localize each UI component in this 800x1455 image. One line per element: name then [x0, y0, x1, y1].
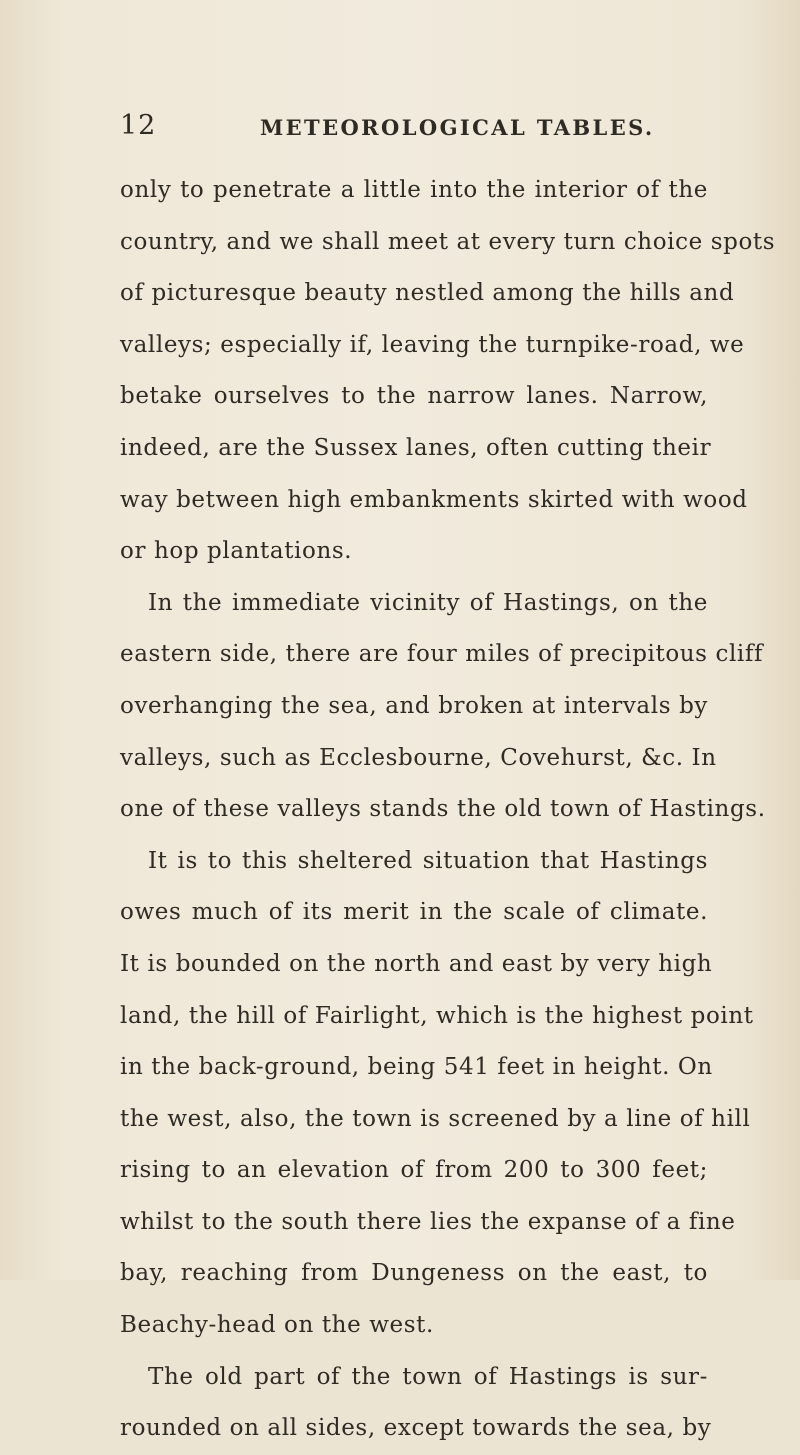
text-line: whilst to the south there lies the expanse of a fine [120, 1208, 736, 1235]
text-line: It is to this sheltered situation that Hastings [148, 847, 708, 874]
text-line: valleys, such as Ecclesbourne, Covehurst, &c. In [120, 744, 717, 771]
body-text [120, 165, 776, 1455]
text-line: only to penetrate a little into the interior of the [120, 177, 708, 203]
text-line: in the back-ground, being 541 feet in height. On [120, 1054, 713, 1081]
text-line: owes much of its merit in the scale of climate. [120, 899, 708, 926]
page-header [120, 110, 720, 150]
text-line: the west, also, the town is screened by a line of hill [120, 1105, 751, 1132]
text-line: Beachy-head on the west. [120, 1312, 434, 1339]
text-line: way between high embankments skirted with wood [120, 486, 748, 513]
text-line: country, and we shall meet at every turn choice spots [120, 228, 776, 255]
text-line: overhanging the sea, and broken at intervals by [120, 692, 708, 719]
text-line: bay, reaching from Dungeness on the east, to [120, 1260, 708, 1287]
text-line: one of these valleys stands the old town of Hastings. [120, 796, 766, 823]
text-line: It is bounded on the north and east by very high [120, 950, 713, 977]
text-line: The old part of the town of Hastings is sur- [148, 1363, 708, 1390]
text-line: rounded on all sides, except towards the sea, by [120, 1415, 712, 1442]
text-line: indeed, are the Sussex lanes, often cutting their [120, 434, 712, 461]
text-line: rising to an elevation of from 200 to 300 feet; [120, 1157, 708, 1184]
text-line: In the immediate vicinity of Hastings, on the [148, 589, 708, 616]
text-line: betake ourselves to the narrow lanes. Narrow, [120, 383, 708, 410]
text-line: valleys; especially if, leaving the turnpike-road, we [120, 331, 745, 358]
running-head: METEOROLOGICAL TABLES. [260, 115, 655, 140]
text-line: land, the hill of Fairlight, which is the highest point [120, 1002, 754, 1029]
page-number: 12 [120, 110, 157, 141]
text-line: of picturesque beauty nestled among the hills and [120, 280, 735, 307]
text-line: or hop plantations. [120, 538, 353, 565]
text-line: eastern side, there are four miles of precipitous cliff [120, 641, 764, 668]
